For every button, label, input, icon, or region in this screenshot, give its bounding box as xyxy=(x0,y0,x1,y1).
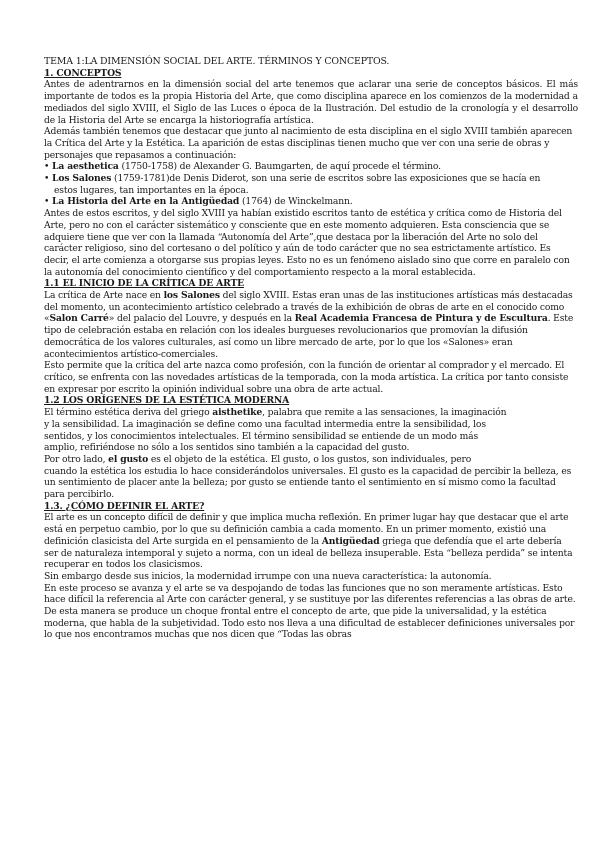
paragraph: El arte es un concepto difícil de definir y que implica mucha reflexión. En primer lugar hay que destacar que el arte está en perpetuo cambio, por lo que su definición cambia a cada momento. En un primer momento, existió una definición clasicista del Arte surgida en el pensamiento de la Antigüedad griega que defendía que el arte debería ser de naturaleza intemporal y sujeto a norma, con un ideal de belleza insuperable. Esta “belleza perdida” se intenta recuperar en todos los clasicismos. xyxy=(44,512,573,571)
bold-term: aisthetike xyxy=(212,407,263,419)
bold-term: Antigüedad xyxy=(321,535,380,547)
bold-term: Real Academia Francesa de Pintura y de Escultura xyxy=(294,313,548,325)
paragraph: La crítica de Arte nace en los Salones del siglo XVIII. Estas eran unas de las instituciones artísticas más destacadas del momento, un acontecimiento artístico celebrado a través de la exhibición de obras de arte en el conocido como «Salon Carré» del palacio del Louvre, y después en la Real Academia Francesa de Pintura y de Escultura. Este tipo de celebración estaba en relación con los ideales burgueses revolucionarios que promovían la difusión democrática de los valores culturales, así como un libre mercado de arte, por lo que los «Salones» eran acontecimientos artístico-comerciales. xyxy=(44,290,574,360)
paragraph: Antes de estos escritos, y del siglo XVIII ya habían existido escritos tanto de estética y crítica como de Historia del Arte, pero no con el carácter sistemático y consciente que en este momento adquieren. Esta consciencia que se adquiere tiene que ver con la llamada “Autonomía del Arte”,que destaca por la liberación del Arte no solo del carácter religioso, sino del cortesano o del político y aún de todo carácter que no sea estrictamente artístico. Es decir, el arte comienza a otorgarse sus propias leyes. Esto no es un fenómeno aislado sino que corre en paralelo con la autonomía del conocimiento científico y del comportamiento respecto a la moral establecida. xyxy=(44,208,570,278)
list-item: • Los Salones (1759-1781)de Denis Diderot, son una serie de escritos sobre las exposiciones que se hacía en xyxy=(44,173,541,185)
document-page xyxy=(44,56,578,641)
paragraph: Antes de adentrarnos en la dimensión social del arte tenemos que aclarar una serie de conceptos básicos. El más importante de todos es la propia Historia del Arte, que como disciplina aparece en los comienzos de la modernidad a mediados del siglo XVIII, el Siglo de las Luces o época de la Ilustración. Del estudio de la cronología y el desarrollo de la Historia del Arte se encarga la historiografía artística. xyxy=(44,79,578,126)
section-heading-1-2: 1.2 LOS ORÍGENES DE LA ESTÉTICA MODERNA xyxy=(44,395,290,407)
paragraph: Esto permite que la crítica del arte nazca como profesión, con la función de orientar al comprador y el mercado. El crítico, se enfrenta con las novedades artísticas de la temporada, con la moda artística. La crítica por tanto consiste en expresar por escrito la opinión individual sobre una obra de arte actual. xyxy=(44,360,569,395)
document-title: TEMA 1:LA DIMENSIÓN SOCIAL DEL ARTE. TÉRMINOS Y CONCEPTOS. xyxy=(44,56,390,67)
bold-term: La aesthetica xyxy=(52,161,119,173)
section-heading-1-3: 1.3. ¿CÓMO DEFINIR EL ARTE? xyxy=(44,500,205,512)
bold-term: los Salones xyxy=(163,290,220,302)
paragraph-line: Por otro lado, el gusto es el objeto de la estética. El gusto, o los gustos, son individuales, pero xyxy=(44,453,472,465)
paragraph-line: sentidos, y los conocimientos intelectuales. El término sensibilidad se entiende de un modo más xyxy=(44,430,479,442)
paragraph-line: y la sensibilidad. La imaginación se define como una facultad intermedia entre la sensibilidad, los xyxy=(44,418,486,430)
list-item: • La aesthetica (1750-1758) de Alexander G. Baumgarten, de aquí procede el término. xyxy=(44,161,441,173)
section-heading-1-1: 1.1 EL INICIO DE LA CRÍTICA DE ARTE xyxy=(44,278,244,290)
bold-term: La Historia del Arte en la Antigüedad xyxy=(52,196,240,208)
section-heading-1: 1. CONCEPTOS xyxy=(44,67,122,79)
paragraph: cuando la estética los estudia lo hace considerándolos universales. El gusto es la capacidad de percibir la belleza, es un sentimiento de placer ante la belleza; por gusto se entiende tanto el sentimiento en sí mismo como la facultad para percibirlo. xyxy=(44,465,572,501)
paragraph: Sin embargo desde sus inicios, la modernidad irrumpe con una nueva característica: la autonomía. xyxy=(44,570,492,582)
list-item-continuation: estos lugares, tan importantes en la época. xyxy=(54,184,249,196)
bold-term: el gusto xyxy=(108,453,149,465)
bold-term: Salon Carré xyxy=(49,313,109,325)
list-item: • La Historia del Arte en la Antigüedad (1764) de Winckelmann. xyxy=(44,196,353,208)
paragraph: Además también tenemos que destacar que junto al nacimiento de esta disciplina en el siglo XVIII también aparecen la Crítica del Arte y la Estética. La aparición de estas disciplinas tienen mucho que ver con una serie de obras y personajes que repasamos a continuación: xyxy=(44,126,573,161)
paragraph: En este proceso se avanza y el arte se va despojando de todas las funciones que no son meramente artísticas. Esto hace difícil la referencia al Arte con carácter general, y se sustituye por las diferentes referencias a las obras de arte. xyxy=(44,582,576,606)
paragraph-line: El término estética deriva del griego aisthetike, palabra que remite a las sensaciones, la imaginación xyxy=(44,407,507,419)
bold-term: Los Salones xyxy=(52,173,112,185)
paragraph: De esta manera se produce un choque frontal entre el concepto de arte, que pide la universalidad, y la estética moderna, que habla de la subjetividad. Todo esto nos lleva a una dificultad de establecer definiciones universales por lo que nos encontramos muchas que nos dicen que “Todas las obras xyxy=(44,606,575,641)
paragraph-line: amplio, refiriéndose no sólo a los sentidos sino también a la capacidad del gusto. xyxy=(44,442,410,454)
